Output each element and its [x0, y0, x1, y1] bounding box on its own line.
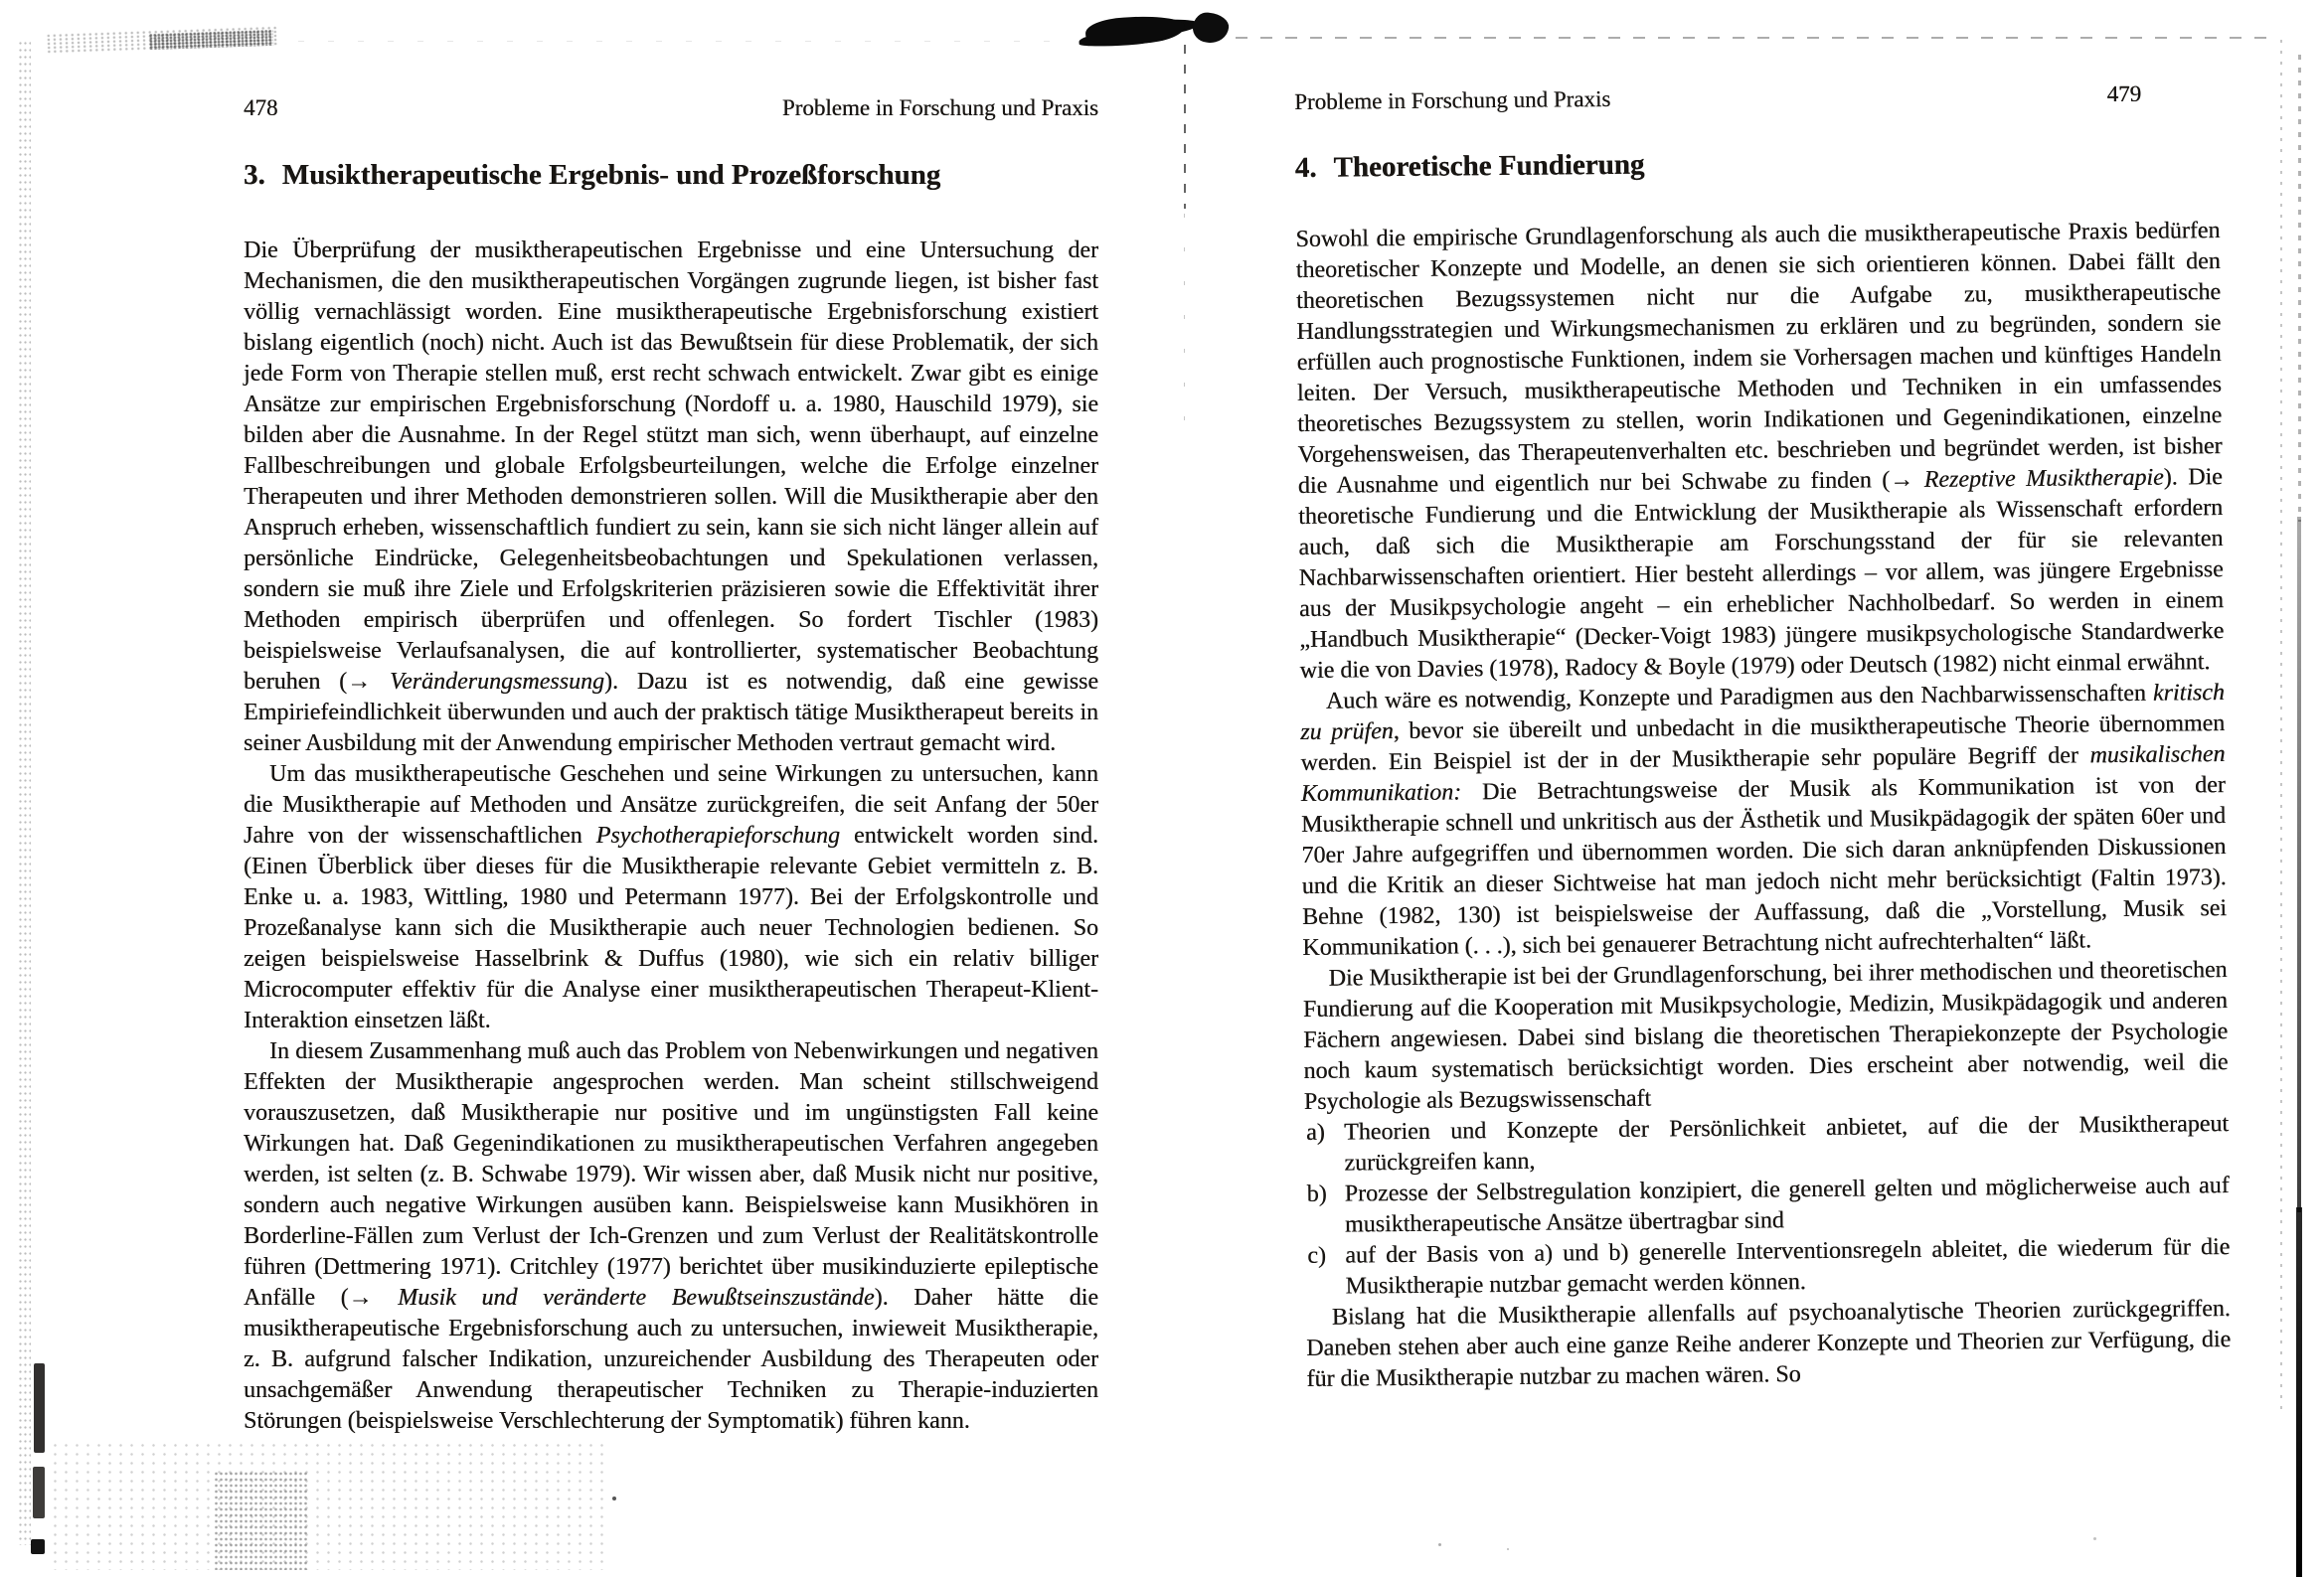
ink-blob-top-center	[1084, 14, 1185, 46]
right-page-body	[1295, 216, 2231, 1395]
right-section-number: 4.	[1294, 151, 1317, 184]
faint-top-rule	[298, 41, 1074, 42]
right-edge-dark-line	[2297, 517, 2301, 1212]
left-page	[244, 95, 1098, 1437]
right-page	[1294, 80, 2232, 1395]
text-run: Veränderungsmessung	[389, 669, 604, 695]
dashed-top-rule	[1236, 37, 2275, 39]
text-run: musikalischen Kommunikation:	[1300, 741, 2226, 807]
left-edge-ink-bar	[33, 1467, 45, 1518]
paragraph	[244, 1036, 1098, 1437]
text-run: Die Betrachtungsweise der Musik als Kommunikation ist von der Musiktherapie schnell und unkritisch aus der Ästhetik und Musikpädagogik der späten 60er und 70er Jahre aufgegriffen und übernommen worden. Die sich daran anknüpfenden Diskussionen und die Kritik an dieser Sichtweise hat man jedoch nicht mehr berücksichtigt (Faltin 1973). Behne (1982, 130) ist beispielsweise der Auffassung, daß die „Vorstellung, Musik sei Kommunikation (. . .), sich bei genauerer Betrachtung nicht aufrechterhalten“ läßt.	[1300, 772, 2228, 961]
stray-ink-dot	[2093, 1537, 2096, 1540]
left-edge-noise-band	[18, 40, 31, 1545]
text-run: Psychotherapieforschung	[595, 823, 840, 849]
text-run: auf der Basis von a) und b) generelle Interventionsregeln ableitet, die wiederum für die Musiktherapie nutzbar gemacht werden können.	[1345, 1234, 2231, 1300]
list-item	[1304, 1109, 2230, 1180]
bottom-left-speckle-dense	[214, 1471, 308, 1570]
text-run: kritisch zu prüfen	[1300, 680, 2225, 745]
left-page-header	[244, 95, 1098, 121]
list-item-label: b)	[1306, 1181, 1327, 1207]
text-run: , bevor sie übereilt und unbedacht in die musiktherapeutische Theorie übernommen werden. Ein Beispiel ist der in der Musiktherapie sehr populäre Begriff der	[1300, 710, 2226, 776]
text-run: ). Die theoretische Fundierung und die Entwicklung der Musiktherapie als Wissenschaft erfordern auch, daß sich die Musiktherapie am Forschungsstand der für sie relevanten Nachbarwissenschaften orientiert. Hier besteht allerdings – vor allem, was jüngere Ergebnisse aus der Musikpsychologie angeht – ein erheblicher Nachholbedarf. So werden in einem „Handbuch Musiktherapie“ (Decker-Voigt 1983) jüngere musikpsychologische Standardwerke wie die von Davies (1978), Radocy & Boyle (1979) oder Deutsch (1982) nicht einmal erwähnt.	[1298, 464, 2225, 684]
scan-smudge-top-left-dense	[149, 30, 273, 50]
right-page-number: 479	[2106, 80, 2142, 107]
left-section-number: 3.	[244, 159, 265, 191]
text-run: Rezeptive Musiktherapie	[1923, 464, 2164, 493]
right-running-head: Probleme in Forschung und Praxis	[1294, 85, 1611, 114]
list-item-label: c)	[1307, 1242, 1327, 1269]
page-crease-line-faint	[1184, 214, 1185, 427]
text-run: Bislang hat die Musiktherapie allenfalls auf psychoanalytische Theorien zurückgegriffen. Daneben stehen aber auch eine ganze Reihe anderer Konzepte und Theorien zur Verfügung, die für die Musiktherapie nutzbar zu machen wären. So	[1306, 1296, 2232, 1392]
list-item	[1305, 1232, 2231, 1303]
paragraph	[1306, 1294, 2232, 1395]
paragraph	[1295, 216, 2224, 687]
left-page-number: 478	[244, 95, 278, 120]
right-section-title: Theoretische Fundierung	[1333, 148, 1645, 184]
left-edge-ink-bar	[34, 1363, 45, 1453]
right-section-heading	[1295, 142, 2220, 185]
text-run: Die Überprüfung der musiktherapeutischen Ergebnisse und eine Untersuchung der Mechanismen, die den musiktherapeutischen Vorgängen zugrunde liegen, ist bisher fast völlig vernachlässigt worden. Eine musiktherapeutische Ergebnisforschung existiert bislang eigentlich (noch) nicht. Auch ist das Bewußtsein für diese Problematik, der sich jede Form von Therapie stellen muß, erst recht schwach entwickelt. Zwar gibt es einige Ansätze zur empirischen Ergebnisforschung (Nordoff u. a. 1980, Hauschild 1979), sie bilden aber die Ausnahme. In der Regel stützt man sich, wenn überhaupt, auf einzelne Fallbeschreibungen und globale Erfolgsbeurteilungen, welche die Erfolge einzelner Therapeuten und ihrer Methoden demonstrieren sollen. Will die Musiktherapie aber den Anspruch erheben, wissenschaftlich fundiert zu sein, kann sie sich nicht länger allein auf persönliche Eindrücke, Gelegenheitsbeobachtungen und Spekulationen verlassen, sondern sie muß ihre Ziele und Erfolgskriterien präzisieren sowie die Effektivität ihrer Methoden empirisch überprüfen und offenlegen. So fordert Tischler (1983) beispielsweise Verlaufsanalysen, die auf kontrollierter, systematischer Beobachtung beruhen (→	[244, 237, 1098, 695]
list-item-label: a)	[1305, 1119, 1325, 1146]
text-run: ). Dazu ist es notwendig, daß eine gewisse Empiriefeindlichkeit überwunden und auch der praktisch tätige Musiktherapeut bereits in seiner Ausbildung mit der Anwendung empirischer Methoden vertraut gemacht wird.	[244, 669, 1098, 756]
stray-ink-dot	[1438, 1543, 1441, 1546]
scan-smudge-top-left	[46, 26, 280, 54]
paragraph	[244, 236, 1098, 759]
stray-ink-dot	[1507, 1548, 1509, 1550]
right-edge-dark-line-bottom	[2296, 1207, 2302, 1577]
text-run: Die Musiktherapie ist bei der Grundlagenforschung, bei ihrer methodischen und theoretischen Fundierung auf die Kooperation mit Musikpsychologie, Medizin, Musikpädagogik und anderen Fächern angewiesen. Dabei sind bislang die theoretischen Therapiekonzepte der Psychologie noch kaum systematisch berücksichtigt worden. Dies erscheint aber notwendig, weil die Psychologie als Bezugswissenschaft	[1302, 957, 2229, 1115]
left-section-title: Musiktherapeutische Ergebnis- und Prozeßforschung	[281, 159, 941, 191]
text-run: entwickelt worden sind. (Einen Überblick über dieses für die Musiktherapie relevante Gebiet vermitteln z. B. Enke u. a. 1983, Wittling, 1980 und Petermann 1977). Bei der Erfolgskontrolle und Prozeßanalyse kann sich die Musiktherapie auch neuer Technologien bedienen. So zeigen beispielsweise Hasselbrink & Duffus (1980), wie sich ein relativ billiger Microcomputer effektiv für die Analyse einer musiktherapeutischen Therapeut-Klient-Interaktion einsetzen läßt.	[244, 823, 1098, 1033]
text-run: Prozesse der Selbstregulation konzipiert, die generell gelten und möglicherweise auch auf musiktherapeutische Ansätze übertragbar sind	[1344, 1173, 2230, 1238]
page-crease-line	[1184, 45, 1186, 209]
paragraph	[1302, 955, 2228, 1118]
right-edge-dashed-line	[2298, 55, 2301, 522]
ink-blob-top-center-small	[1192, 11, 1231, 45]
text-run: Auch wäre es notwendig, Konzepte und Paradigmen aus den Nachbarwissenschaften	[1325, 680, 2153, 714]
right-edge-noise-line	[2280, 40, 2282, 1411]
text-run: Theorien und Konzepte der Persönlichkeit anbietet, auf die der Musiktherapeut zurückgreifen kann,	[1343, 1111, 2230, 1177]
text-run: In diesem Zusammenhang muß auch das Problem von Nebenwirkungen und negativen Effekten der Musiktherapie angesprochen werden. Man scheint stillschweigend vorauszusetzen, daß Musiktherapie nur positive und im ungünstigsten Fall keine Wirkungen hat. Daß Gegenindikationen zu musiktherapeutischen Verfahren angegeben werden, ist selten (z. B. Schwabe 1979). Wir wissen aber, daß Musik nicht nur positive, sondern auch negative Wirkungen ausüben kann. Beispielsweise kann Musikhören in Borderline-Fällen zum Verlust der Ich-Grenzen und zum Verlust der Realitätskontrolle führen (Dettmering 1971). Critchley (1977) berichtet über musikinduzierte epileptische Anfälle (→	[244, 1038, 1098, 1311]
paragraph	[244, 759, 1098, 1036]
left-section-heading	[244, 158, 1098, 192]
text-run: Sowohl die empirische Grundlagenforschung als auch die musiktherapeutische Praxis bedürfen theoretischer Konzepte und Modelle, an denen sie sich orientieren können. Dabei fällt den theoretischen Bezugssystemen nicht nur die Aufgabe zu, musiktherapeutische Handlungsstrategien und Wirkungsmechanismen zu erklären und zu begründen, sondern sie erfüllen auch prognostische Funktionen, indem sie Vorhersagen machen und künftiges Handeln leiten. Der Versuch, musiktherapeutische Methoden und Techniken in ein umfassendes theoretisches Bezugssystem zu stellen, worin Indikationen und Gegenindikationen, einzelne Vorgehensweisen, das Therapeutenverhalten etc. beschrieben und begründet werden, ist bisher die Ausnahme und eigentlich nur bei Schwabe zu finden (→	[1295, 218, 2223, 499]
text-run: ). Daher hätte die musiktherapeutische Ergebnisforschung auch zu untersuchen, inwieweit Musiktherapie, z. B. aufgrund falscher Indikation, unzureichender Ausbildung des Therapeuten oder unsachgemäßer Anwendung therapeutischer Techniken zu Therapie-induzierten Störungen (beispielsweise Verschlechterung der Symptomatik) führen kann.	[244, 1285, 1098, 1434]
left-page-body	[244, 236, 1098, 1437]
left-edge-ink-mark	[31, 1539, 45, 1554]
list-item	[1305, 1171, 2231, 1241]
text-run: Musik und veränderte Bewußtseinszustände	[398, 1285, 875, 1311]
paragraph	[1300, 678, 2228, 964]
left-running-head: Probleme in Forschung und Praxis	[781, 95, 1098, 120]
right-page-header	[1294, 80, 2219, 115]
stray-ink-dot	[612, 1497, 616, 1500]
bottom-left-speckle-cloud	[50, 1441, 606, 1570]
text-run: Um das musiktherapeutische Geschehen und seine Wirkungen zu untersuchen, kann die Musiktherapie auf Methoden und Ansätze zurückgreifen, die seit Anfang der 50er Jahre von der wissenschaftlichen	[244, 761, 1098, 849]
